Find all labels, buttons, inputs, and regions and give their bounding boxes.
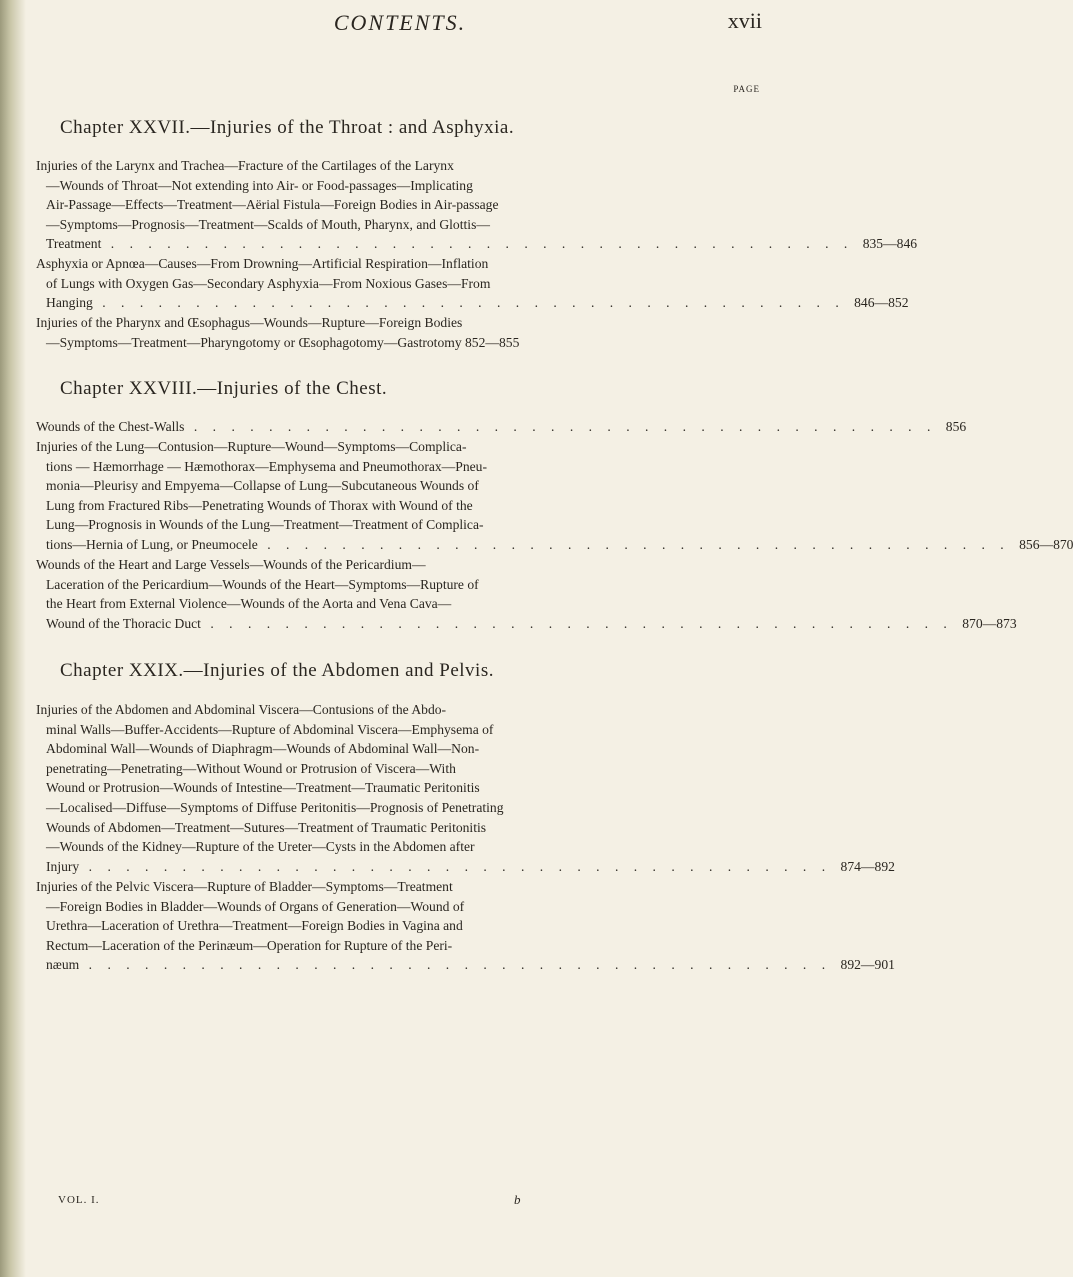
toc-line: Laceration of the Pericardium—Wounds of the Heart—Symptoms—Rupture of xyxy=(46,576,479,592)
toc-line: Injuries of the Abdomen and Abdominal Viscera—Contusions of the Abdo- xyxy=(36,702,447,717)
page-number: xvii xyxy=(727,8,762,33)
chapter-title: Chapter XXVII.—Injuries of the Throat : and Asphyxia. xyxy=(60,117,515,138)
toc-line: the Heart from External Violence—Wounds of the Aorta and Vena Cava— xyxy=(46,596,452,612)
toc-leader-line xyxy=(36,417,967,437)
toc-entry xyxy=(36,417,967,437)
toc-line-text: næum xyxy=(46,957,80,973)
dot-leader: . . . . . . . . . . . . . . . . . . . . . . . . . . . . . . . . . . . . . . . . xyxy=(110,236,854,252)
toc-line: Injuries of the Larynx and Trachea—Fracture of the Cartilages of the Larynx xyxy=(36,158,454,173)
toc-entry xyxy=(36,555,1017,633)
toc-leader-line xyxy=(36,614,1017,634)
toc-leader-line xyxy=(36,293,909,313)
toc-line-text: Injury xyxy=(46,858,80,874)
toc-line-text: tions—Hernia of Lung, or Pneumocele xyxy=(46,536,258,552)
dot-leader: . . . . . . . . . . . . . . . . . . . . . . . . . . . . . . . . . . . . . . . . xyxy=(88,858,832,874)
toc-leader-line xyxy=(36,955,895,975)
toc-entry xyxy=(36,156,918,254)
dot-leader: . . . . . . . . . . . . . . . . . . . . . . . . . . . . . . . . . . . . . . . . xyxy=(193,419,937,434)
toc-line: Rectum—Laceration of the Perinæum—Operation for Rupture of the Peri- xyxy=(46,937,453,953)
toc-leader-line xyxy=(36,857,895,877)
toc-line: —Symptoms—Treatment—Pharyngotomy or Œsophagotomy—Gastrotomy 852—855 xyxy=(46,334,520,350)
toc-line: —Symptoms—Prognosis—Treatment—Scalds of Mouth, Pharynx, and Glottis— xyxy=(46,216,490,232)
dot-leader: . . . . . . . . . . . . . . . . . . . . . . . . . . . . . . . . . . . . . . . . xyxy=(102,295,845,311)
dot-leader: . . . . . . . . . . . . . . . . . . . . . . . . . . . . . . . . . . . . . . . . xyxy=(88,957,832,973)
toc-line-text: Hanging xyxy=(46,295,93,311)
toc-line: of Lungs with Oxygen Gas—Secondary Asphyxia—From Noxious Gases—From xyxy=(46,275,491,291)
chapter-title: Chapter XXVIII.—Injuries of the Chest. xyxy=(60,378,388,399)
running-title: CONTENTS. xyxy=(333,10,467,35)
toc-line-text: Treatment xyxy=(46,236,102,252)
toc-line-text: Wound of the Thoracic Duct xyxy=(46,615,201,631)
chapter-title: Chapter XXIX.—Injuries of the Abdomen and Pelvis. xyxy=(60,660,494,681)
toc-line: Air-Passage—Effects—Treatment—Aërial Fistula—Foreign Bodies in Air-passage xyxy=(46,197,499,213)
toc-line: —Foreign Bodies in Bladder—Wounds of Organs of Generation—Wound of xyxy=(46,898,465,914)
toc-entry xyxy=(36,877,895,975)
toc-line: Lung from Fractured Ribs—Penetrating Wounds of Thorax with Wound of the xyxy=(46,497,473,513)
toc-line: —Wounds of the Kidney—Rupture of the Ureter—Cysts in the Abdomen after xyxy=(46,839,475,855)
toc-page-range: 856—870 xyxy=(1019,536,1073,552)
toc-leader-line xyxy=(36,234,918,254)
toc-line-text: Wounds of the Chest-Walls xyxy=(36,419,185,434)
toc-line: Wounds of the Heart and Large Vessels—Wounds of the Pericardium— xyxy=(36,557,426,572)
toc-page-range: 846—852 xyxy=(854,295,909,311)
toc-entry xyxy=(36,437,1073,555)
dot-leader: . . . . . . . . . . . . . . . . . . . . . . . . . . . . . . . . . . . . . . . . xyxy=(267,536,1010,552)
toc-line: Lung—Prognosis in Wounds of the Lung—Treatment—Treatment of Complica- xyxy=(46,517,484,533)
page-binding-shadow xyxy=(0,0,26,1277)
toc-entry xyxy=(36,254,909,313)
toc-page-range: 856 xyxy=(945,419,967,434)
toc-page-range: 874—892 xyxy=(840,858,895,874)
toc-line: —Localised—Diffuse—Symptoms of Diffuse Peritonitis—Prognosis of Penetrating xyxy=(46,799,504,815)
toc-line: —Wounds of Throat—Not extending into Air- or Food-passages—Implicating xyxy=(46,177,473,193)
toc-line: Wounds of Abdomen—Treatment—Sutures—Treatment of Traumatic Peritonitis xyxy=(46,819,487,835)
toc-entry xyxy=(36,700,895,876)
footer-volume: VOL. I. xyxy=(58,1194,100,1206)
toc-leader-line xyxy=(36,535,1073,555)
toc-line: minal Walls—Buffer-Accidents—Rupture of Abdominal Viscera—Emphysema of xyxy=(46,721,494,737)
toc-line: Wound or Protrusion—Wounds of Intestine—Treatment—Traumatic Peritonitis xyxy=(46,780,480,796)
page-column-label: PAGE xyxy=(733,84,760,94)
toc-line: Injuries of the Lung—Contusion—Rupture—Wound—Symptoms—Complica- xyxy=(36,439,467,454)
toc-line: monia—Pleurisy and Empyema—Collapse of Lung—Subcutaneous Wounds of xyxy=(46,478,479,494)
toc-line: Injuries of the Pelvic Viscera—Rupture of Bladder—Symptoms—Treatment xyxy=(36,879,453,894)
toc-line: Abdominal Wall—Wounds of Diaphragm—Wounds of Abdominal Wall—Non- xyxy=(46,741,480,757)
toc-page-range: 835—846 xyxy=(862,236,918,252)
toc-entry xyxy=(36,313,770,352)
footer-signature: b xyxy=(514,1192,521,1207)
toc-line: Urethra—Laceration of Urethra—Treatment—Foreign Bodies in Vagina and xyxy=(46,918,463,934)
toc-line: tions — Hæmorrhage — Hæmothorax—Emphysema and Pneumothorax—Pneu- xyxy=(46,458,487,474)
toc-line: penetrating—Penetrating—Without Wound or Protrusion of Viscera—With xyxy=(46,760,456,776)
dot-leader: . . . . . . . . . . . . . . . . . . . . . . . . . . . . . . . . . . . . . . . . xyxy=(210,615,953,631)
toc-line: Asphyxia or Apnœa—Causes—From Drowning—Artificial Respiration—Inflation xyxy=(36,256,489,271)
toc-line: Injuries of the Pharynx and Œsophagus—Wounds—Rupture—Foreign Bodies xyxy=(36,315,463,330)
toc-page-range: 870—873 xyxy=(962,615,1017,631)
toc-page-range: 892—901 xyxy=(840,957,895,973)
